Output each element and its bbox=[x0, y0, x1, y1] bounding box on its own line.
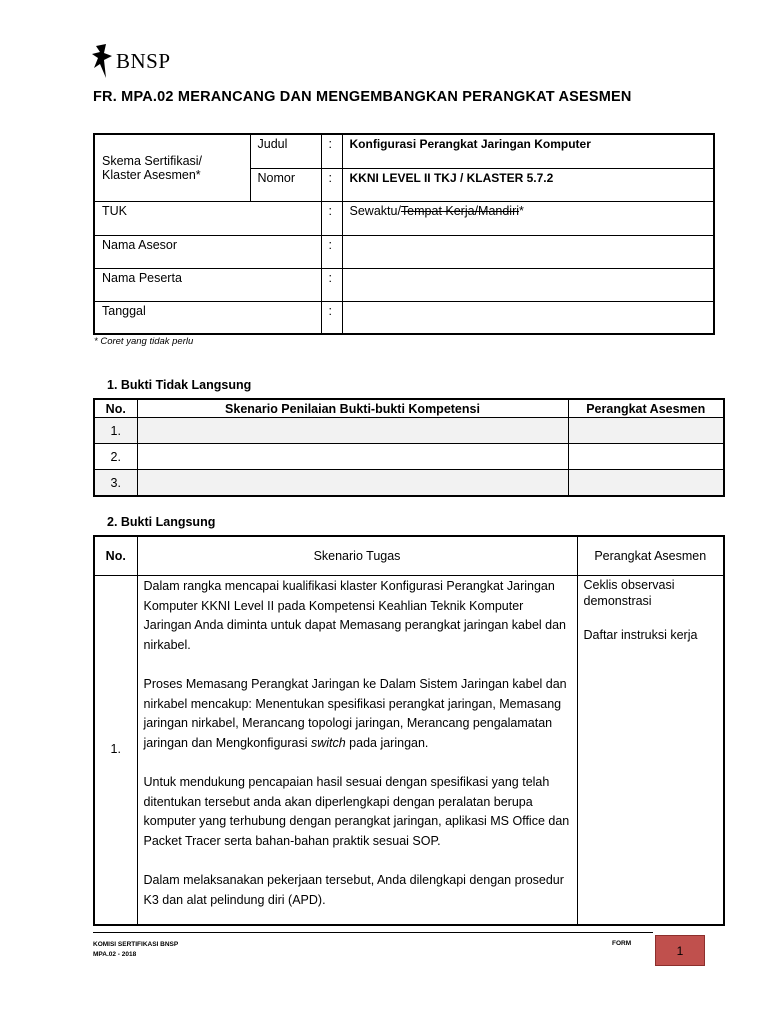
page-number: 1 bbox=[655, 935, 705, 966]
col-scenario: Skenario Penilaian Bukti-bukti Kompetensi bbox=[137, 399, 568, 418]
section-2-heading: 2. Bukti Langsung bbox=[107, 515, 216, 529]
bnsp-emblem-icon bbox=[92, 44, 114, 78]
tuk-value: Sewaktu/Tempat Kerja/Mandiri* bbox=[342, 201, 714, 235]
bnsp-logo bbox=[92, 44, 171, 78]
tanggal-value[interactable] bbox=[342, 301, 714, 334]
task-tools: Ceklis observasi demonstrasi Daftar instruksi kerja bbox=[577, 576, 724, 925]
colon: : bbox=[321, 168, 342, 201]
strike-note: * Coret yang tidak perlu bbox=[94, 336, 194, 347]
table-row: 2. bbox=[94, 444, 724, 470]
document-title: FR. MPA.02 MERANCANG DAN MENGEMBANGKAN PERANGKAT ASESMEN bbox=[93, 89, 632, 105]
judul-label: Judul bbox=[250, 134, 321, 168]
task-scenario: Dalam rangka mencapai kualifikasi klaster Konfigurasi Perangkat Jaringan Komputer KKNI Level II pada Kompetensi Keahlian Teknik Komputer Jaringan Anda diminta untuk dapat Memasang perangkat jaringan kabel dan nirkabel. Proses Memasang Perangkat Jaringan ke Dalam Sistem Jaringan kabel dan nirkabel mencakup: Menentukan spesifikasi perangkat jaringan, Memasang jaringan nirkabel, Merancang topologi jaringan, Merancang pengalamatan jaringan dan Mengkonfigurasi switch pada jaringan. Untuk mendukung pencapaian hasil sesuai dengan spesifikasi yang telah ditentukan tersebut anda akan diperlengkapi dengan peralatan berupa komputer yang terhubung dengan perangkat jaringan, aplikasi MS Office dan Packet Tracer serta bahan-bahan praktik sesuai SOP. Dalam melaksanakan pekerjaan tersebut, Anda dilengkapi dengan prosedur K3 dan alat pelindung diri (APD). bbox=[137, 576, 577, 925]
col-tools: Perangkat Asesmen bbox=[568, 399, 724, 418]
footer-divider bbox=[93, 932, 653, 933]
table-row: 1. Dalam rangka mencapai kualifikasi klaster Konfigurasi Perangkat Jaringan Komputer KKNI Level II pada Kompetensi Keahlian Teknik Komputer Jaringan Anda diminta untuk dapat Memasang perangkat jaringan kabel dan nirkabel. Proses Memasang Perangkat Jaringan ke Dalam Sistem Jaringan kabel dan nirkabel mencakup: Menentukan spesifikasi perangkat jaringan, Memasang jaringan nirkabel, Merancang topologi jaringan, Merancang pengalamatan jaringan dan Mengkonfigurasi switch pada jaringan. Untuk mendukung pencapaian hasil sesuai dengan spesifikasi yang telah ditentukan tersebut anda akan diperlengkapi dengan peralatan berupa komputer yang terhubung dengan perangkat jaringan, aplikasi MS Office dan Packet Tracer serta bahan-bahan praktik sesuai SOP. Dalam melaksanakan pekerjaan tersebut, Anda dilengkapi dengan prosedur K3 dan alat pelindung diri (APD). Ceklis observasi demonstrasi Daftar instruksi kerja bbox=[94, 576, 724, 925]
section-1-heading: 1. Bukti Tidak Langsung bbox=[107, 378, 252, 392]
info-table bbox=[93, 133, 715, 335]
colon: : bbox=[321, 134, 342, 168]
nomor-value: KKNI LEVEL II TKJ / KLASTER 5.7.2 bbox=[342, 168, 714, 201]
col-no: No. bbox=[94, 536, 137, 576]
colon: : bbox=[321, 268, 342, 301]
colon: : bbox=[321, 201, 342, 235]
peserta-value[interactable] bbox=[342, 268, 714, 301]
table-row: 1. bbox=[94, 418, 724, 444]
skema-label: Skema Sertifikasi/ Klaster Asesmen* bbox=[94, 134, 250, 201]
asesor-value[interactable] bbox=[342, 235, 714, 268]
col-task: Skenario Tugas bbox=[137, 536, 577, 576]
indirect-evidence-table bbox=[93, 398, 725, 497]
nomor-label: Nomor bbox=[250, 168, 321, 201]
col-tools: Perangkat Asesmen bbox=[577, 536, 724, 576]
footer-form-label: FORM bbox=[612, 940, 632, 947]
asesor-label: Nama Asesor bbox=[94, 235, 321, 268]
table-row: 3. bbox=[94, 470, 724, 497]
footer-info: KOMISI SERTIFIKASI BNSP MPA.02 - 2018 bbox=[93, 941, 179, 958]
colon: : bbox=[321, 301, 342, 334]
tuk-label: TUK bbox=[94, 201, 321, 235]
judul-value: Konfigurasi Perangkat Jaringan Komputer bbox=[342, 134, 714, 168]
logo-text: BNSP bbox=[116, 48, 171, 73]
col-no: No. bbox=[94, 399, 137, 418]
peserta-label: Nama Peserta bbox=[94, 268, 321, 301]
tanggal-label: Tanggal bbox=[94, 301, 321, 334]
colon: : bbox=[321, 235, 342, 268]
direct-evidence-table bbox=[93, 535, 725, 926]
